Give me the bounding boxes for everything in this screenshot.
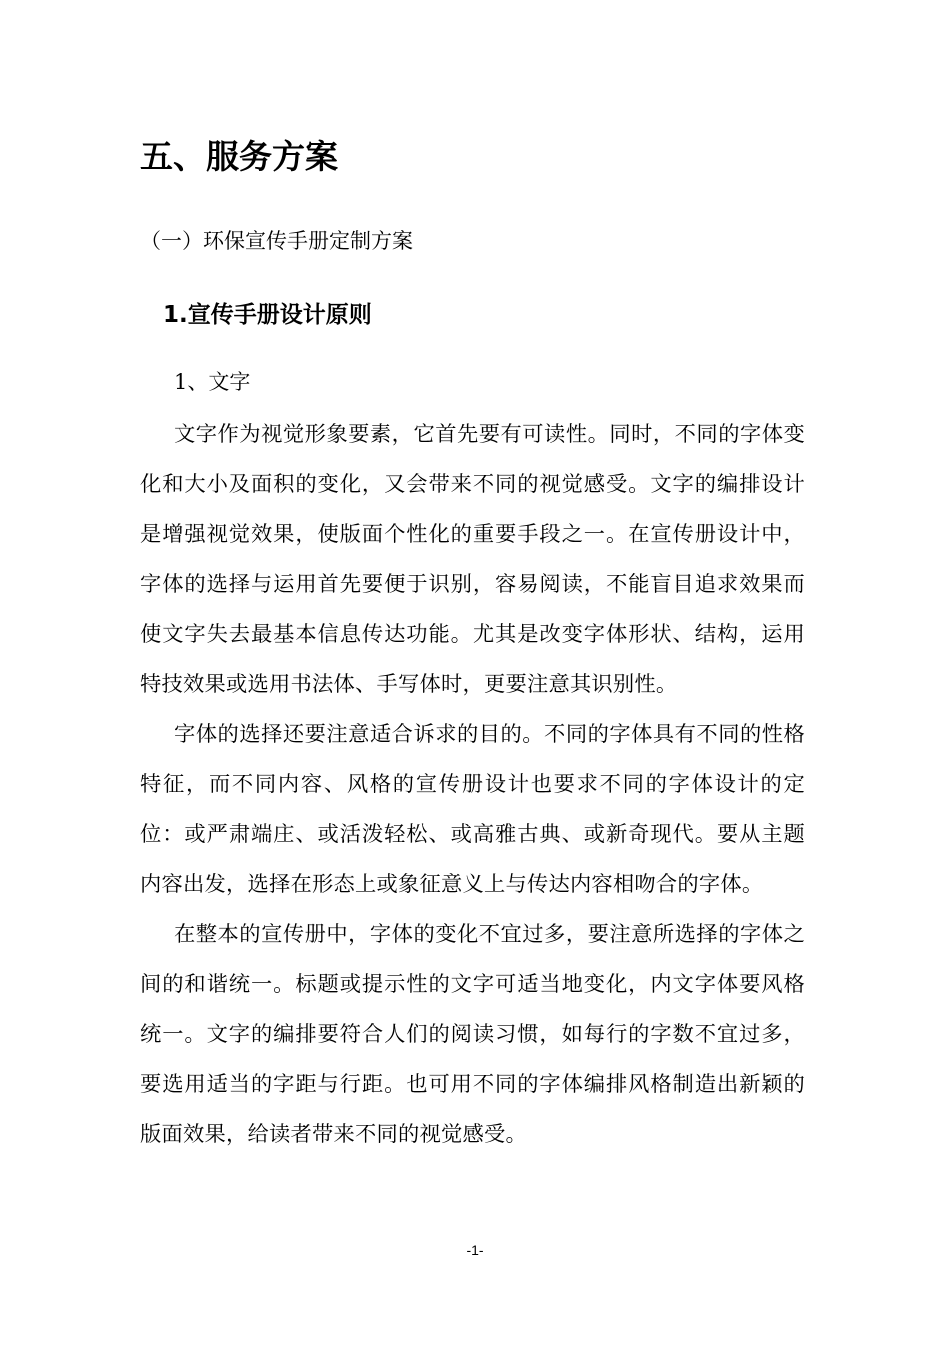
chapter-title: 五、服务方案 — [140, 137, 338, 176]
paragraph-2: 字体的选择还要注意适合诉求的目的。不同的字体具有不同的性格特征，而不同内容、风格的宣传册设计也要求不同的字体设计的定位：或严肃端庄、或活泼轻松、或高雅古典、或新奇现代。要从主题内容出发，选择在形态上或象征意义上与传达内容相吻合的字体。 — [140, 722, 805, 897]
body-text — [140, 410, 805, 1160]
item-title: 1、文字 — [174, 370, 251, 394]
subsection-title: （一）环保宣传手册定制方案 — [140, 229, 413, 253]
page-number: -1- — [466, 1242, 484, 1258]
paragraph-1: 文字作为视觉形象要素，它首先要有可读性。同时，不同的字体变化和大小及面积的变化，又会带来不同的视觉感受。文字的编排设计是增强视觉效果，使版面个性化的重要手段之一。在宣传册设计中，字体的选择与运用首先要便于识别，容易阅读，不能盲目追求效果而使文字失去最基本信息传达功能。尤其是改变字体形状、结构，运用特技效果或选用书法体、手写体时，更要注意其识别性。 — [140, 422, 805, 697]
section-title: 1.宣传手册设计原则 — [163, 302, 372, 328]
paragraph-3: 在整本的宣传册中，字体的变化不宜过多，要注意所选择的字体之间的和谐统一。标题或提示性的文字可适当地变化，内文字体要风格统一。文字的编排要符合人们的阅读习惯，如每行的字数不宜过多，要选用适当的字距与行距。也可用不同的字体编排风格制造出新颖的版面效果，给读者带来不同的视觉感受。 — [140, 922, 805, 1147]
